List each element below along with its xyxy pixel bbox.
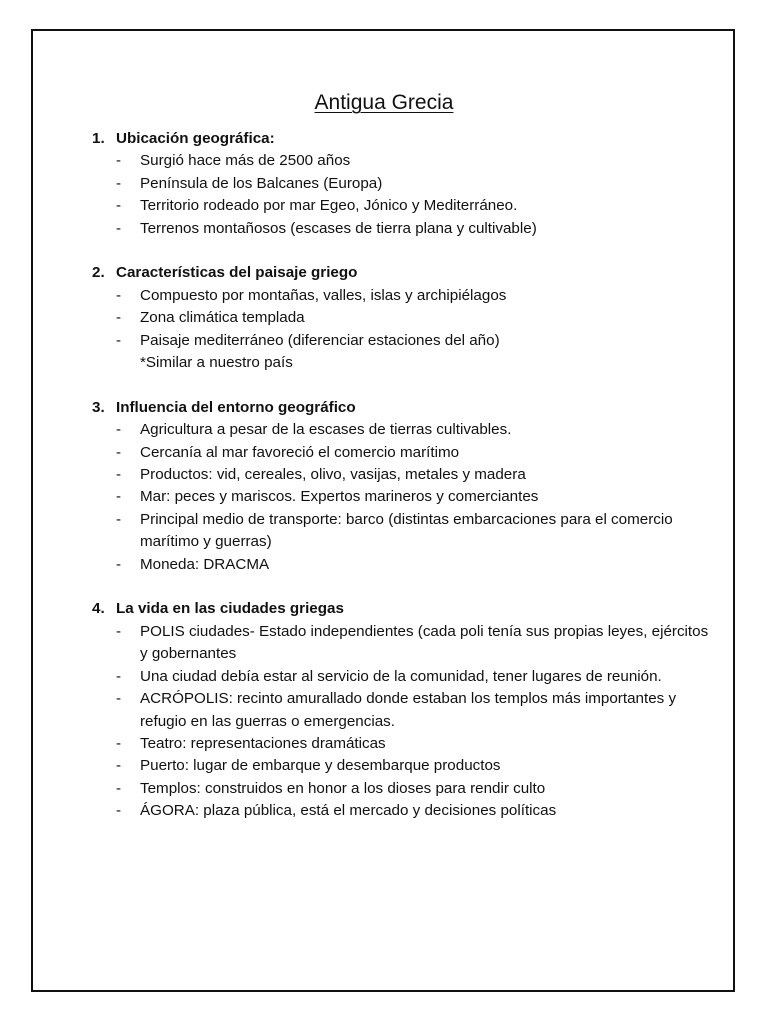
dash-bullet: -: [116, 667, 122, 685]
dash-bullet: -: [116, 622, 122, 640]
bullet-list: [92, 419, 712, 576]
dash-bullet: -: [116, 466, 122, 484]
list-item: - Península de los Balcanes (Europa): [92, 173, 712, 195]
list-item: - Territorio rodeado por mar Egeo, Jónico y Mediterráneo.: [92, 195, 712, 217]
list-item: - Compuesto por montañas, valles, islas y archipiélagos: [92, 285, 712, 307]
section-heading: [92, 397, 712, 419]
list-item: - Puerto: lugar de embarque y desembarque productos: [92, 755, 712, 777]
dash-bullet: -: [116, 510, 122, 528]
list-item: - Productos: vid, cereales, olivo, vasijas, metales y madera: [92, 464, 712, 486]
section-paisaje: [92, 262, 712, 374]
bullet-list: [92, 285, 712, 352]
list-item: - Una ciudad debía estar al servicio de la comunidad, tener lugares de reunión.: [92, 666, 712, 688]
section-number: 1.: [92, 130, 105, 147]
bullet-list: [92, 150, 712, 240]
list-item: - Mar: peces y mariscos. Expertos marineros y comerciantes: [92, 486, 712, 508]
section-title: Características del paisaje griego: [116, 264, 358, 282]
dash-bullet: -: [116, 174, 122, 192]
section-title: La vida en las ciudades griegas: [116, 600, 344, 618]
dash-bullet: -: [116, 443, 122, 461]
section-title: Ubicación geográfica:: [116, 130, 275, 147]
document-title: Antigua Grecia: [314, 91, 454, 114]
dash-bullet: -: [116, 219, 122, 237]
section-number: 2.: [92, 264, 105, 282]
dash-bullet: -: [116, 690, 122, 708]
dash-bullet: -: [116, 802, 122, 820]
dash-bullet: -: [116, 152, 122, 170]
dash-bullet: -: [116, 421, 122, 439]
section-influencia: [92, 397, 712, 576]
section-title: Influencia del entorno geográfico: [116, 398, 356, 416]
dash-bullet: -: [116, 488, 122, 506]
list-item: - Templos: construidos en honor a los dioses para rendir culto: [92, 778, 712, 800]
list-item: - Terrenos montañosos (escases de tierra plana y cultivable): [92, 218, 712, 240]
list-item: - ACRÓPOLIS: recinto amurallado donde estaban los templos más importantes y refugio en las guerras o emergencias.: [92, 688, 712, 733]
note-text: *Similar a nuestro país: [140, 354, 293, 372]
list-item: - POLIS ciudades- Estado independientes (cada poli tenía sus propias leyes, ejércitos y gobernantes: [92, 621, 712, 666]
section-heading: [92, 128, 712, 150]
dash-bullet: -: [116, 779, 122, 797]
dash-bullet: -: [116, 555, 122, 573]
bullet-list: [92, 621, 712, 823]
section-number: 3.: [92, 398, 105, 416]
dash-bullet: -: [116, 331, 122, 349]
dash-bullet: -: [116, 286, 122, 304]
dash-bullet: -: [116, 309, 122, 327]
list-item: - Surgió hace más de 2500 años: [92, 150, 712, 172]
list-item: - Moneda: DRACMA: [92, 554, 712, 576]
section-heading: [92, 262, 712, 284]
dash-bullet: -: [116, 757, 122, 775]
list-item: - Paisaje mediterráneo (diferenciar estaciones del año): [92, 330, 712, 352]
list-item: - Cercanía al mar favoreció el comercio marítimo: [92, 442, 712, 464]
section-ubicacion: [92, 128, 712, 240]
section-ciudades: [92, 598, 712, 822]
list-item: - Agricultura a pesar de la escases de tierras cultivables.: [92, 419, 712, 441]
section-number: 4.: [92, 600, 105, 618]
list-item: - ÁGORA: plaza pública, está el mercado y decisiones políticas: [92, 800, 712, 822]
list-item: - Principal medio de transporte: barco (distintas embarcaciones para el comercio marítimo y guerras): [92, 509, 712, 554]
dash-bullet: -: [116, 734, 122, 752]
section-heading: [92, 598, 712, 620]
document-body: [92, 128, 712, 845]
list-item: - Teatro: representaciones dramáticas: [92, 733, 712, 755]
dash-bullet: -: [116, 197, 122, 215]
list-item: - Zona climática templada: [92, 307, 712, 329]
